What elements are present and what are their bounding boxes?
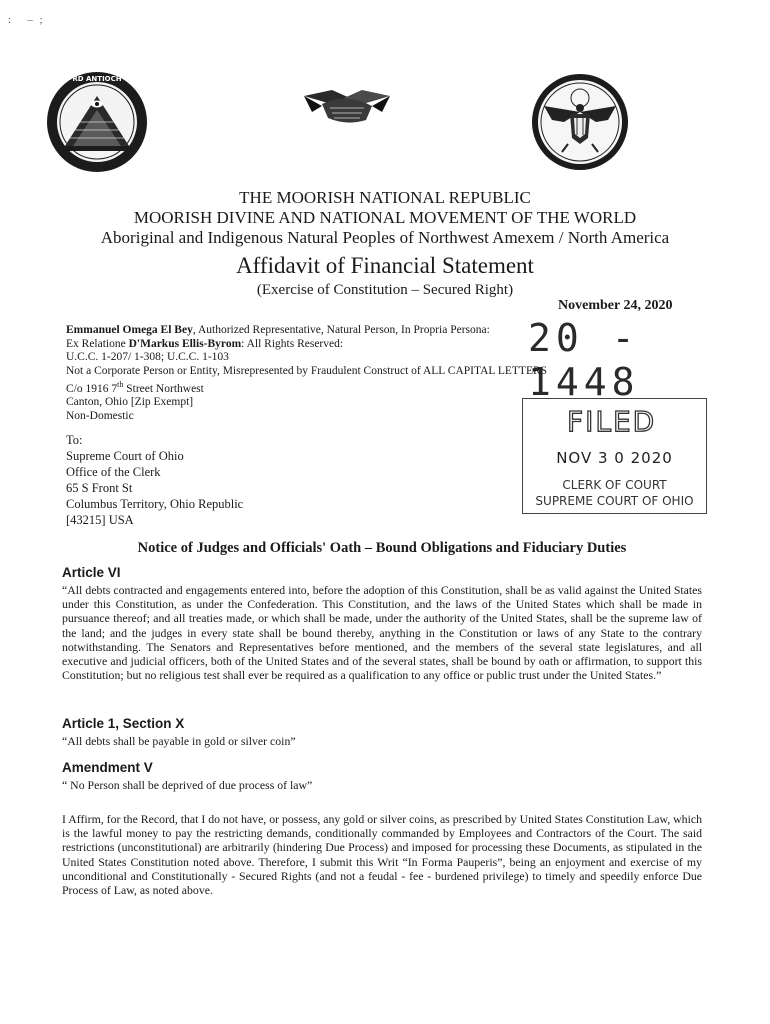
sender-ex-name: D'Markus Ellis-Byrom xyxy=(128,337,242,350)
stamp-court: SUPREME COURT OF OHIO xyxy=(535,494,694,508)
document-subtitle: (Exercise of Constitution – Secured Right) xyxy=(256,282,514,298)
recipient-line: 65 S Front St xyxy=(66,481,133,495)
recipient-block xyxy=(66,432,243,528)
sender-name-line xyxy=(66,324,536,338)
case-number: 20 - 1448 xyxy=(528,316,640,404)
sender-corporate: Not a Corporate Person or Entity, Misrepresented by Fraudulent Construct of ALL CAPITAL LETTERS xyxy=(66,364,548,377)
notice-heading: Notice of Judges and Officials' Oath – Bound Obligations and Fiduciary Duties xyxy=(137,540,627,556)
sender-ex-prefix: Ex Relatione xyxy=(66,337,129,350)
header-line-1: THE MOORISH NATIONAL REPUBLIC xyxy=(239,188,531,207)
pyramid-seal-icon xyxy=(45,70,149,174)
sender-ex-suffix: : All Rights Reserved: xyxy=(241,337,344,350)
stamp-date: NOV 3 0 2020 xyxy=(556,449,673,467)
sender-city: Canton, Ohio [Zip Exempt] xyxy=(66,396,194,409)
affirmation-paragraph: I Affirm, for the Record, that I do not have, or possess, any gold or silver coins, as prescribed by United States Constitution Law, which is the lawful money to pay the restricting demands, conditionally commanded by Employees and Contractors of the Court. The said restrictions (unconstitutional) are arbitrarily (hindering Due Process) and imposed for processing these Documents, as stipulated in the United States Constitution noted above. Therefore, I submit this Writ “In Forma Pauperis”, being an enjoyment and exercise of my unconditional and Constitutionally - Secured Rights (and not a feudal - fee - burdened privilege) to timely and speedily enforce Due Process of Law, as noted above. xyxy=(62,812,702,898)
section-text-article-vi: “All debts contracted and engagements entered into, before the adoption of this Constitution, shall be as valid against the United States under this Constitution, as under the Confederation. This Constitution, and the laws of the United States which shall be made in pursuance thereof; and all treaties made, or which shall be made, under the authority of the United States, shall be the supreme law of the land; and the judges in every state shall be bound thereby, anything in the Constitution or laws of any State to the contrary notwithstanding. The Senators and Representatives before mentioned, and the members of the several state legislatures, and all executive and judicial officers, both of the United States and of the several states, shall be bound by oath or affirmation, to support this Constitution; but no religious test shall ever be required as a qualification to any office or public trust under the United States.” xyxy=(62,583,702,683)
recipient-to-label: To: xyxy=(66,433,83,447)
eagle-seal-icon xyxy=(530,72,630,172)
sender-ex-line xyxy=(66,338,536,352)
header-line-3: Aboriginal and Indigenous Natural Peoples of Northwest Amexem / North America xyxy=(100,228,670,247)
section-heading-article-vi: Article VI xyxy=(62,565,121,580)
header-line-2: MOORISH DIVINE AND NATIONAL MOVEMENT OF THE WORLD xyxy=(133,208,637,227)
recipient-line: Office of the Clerk xyxy=(66,465,161,479)
sender-co-sup: th xyxy=(117,380,124,389)
sender-co-prefix: C/o 1916 7 xyxy=(66,382,118,395)
recipient-line: [43215] USA xyxy=(66,513,134,527)
section-text-article-1: “All debts shall be payable in gold or silver coin” xyxy=(62,734,296,748)
sender-domestic: Non-Domestic xyxy=(66,409,134,422)
handshake-icon xyxy=(302,82,392,132)
sender-address-line xyxy=(66,378,536,396)
sender-name-suffix: , Authorized Representative, Natural Person, In Propria Persona: xyxy=(192,324,490,336)
section-text-amendment-v: “ No Person shall be deprived of due process of law” xyxy=(62,778,313,792)
seal-text: RD ANTIOCH xyxy=(72,75,122,83)
sender-co-suffix: Street Northwest xyxy=(123,382,204,395)
scan-marks: : – ; xyxy=(8,14,45,26)
section-heading-amendment-v: Amendment V xyxy=(62,760,153,775)
section-heading-article-1: Article 1, Section X xyxy=(62,716,185,731)
recipient-line: Columbus Territory, Ohio Republic xyxy=(66,497,244,511)
document-title: Affidavit of Financial Statement xyxy=(236,253,534,278)
filed-stamp xyxy=(522,398,707,514)
stamp-clerk: CLERK OF COURT xyxy=(562,478,667,492)
sender-name: Emmanuel Omega El Bey xyxy=(66,324,193,336)
sender-block xyxy=(66,324,548,423)
document-date: November 24, 2020 xyxy=(558,298,673,313)
recipient-line: Supreme Court of Ohio xyxy=(66,449,184,463)
sender-ucc: U.C.C. 1-207/ 1-308; U.C.C. 1-103 xyxy=(66,351,229,363)
stamp-filed: FILED xyxy=(567,405,657,438)
